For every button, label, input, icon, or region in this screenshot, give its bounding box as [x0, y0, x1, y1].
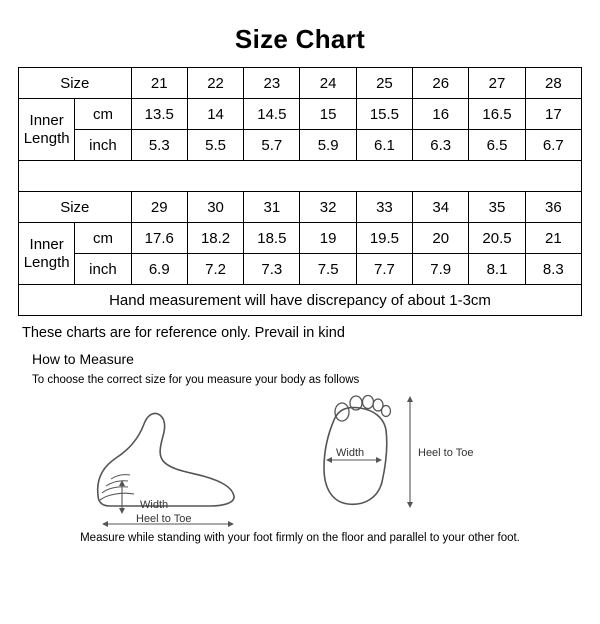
size-cell: 34: [413, 192, 469, 223]
inch-value-cell: 7.7: [356, 254, 412, 285]
size-cell: 29: [131, 192, 187, 223]
size-cell: 30: [187, 192, 243, 223]
table-row-inch-1: [19, 130, 582, 161]
bottom-instruction-note: Measure while standing with your foot firmly on the floor and parallel to your other foot.: [80, 532, 520, 544]
inch-value-cell: 8.3: [525, 254, 581, 285]
inch-value-cell: 6.5: [469, 130, 525, 161]
inch-value-cell: 5.5: [187, 130, 243, 161]
inner-length-header-1: [19, 99, 75, 161]
inner-length-header-line2: Length: [23, 253, 70, 271]
size-cell: 36: [525, 192, 581, 223]
top-view-width-label: Width: [336, 447, 365, 459]
spacer-cell: [19, 161, 582, 192]
table-row-cm-1: [19, 99, 582, 130]
size-label-2: Size: [19, 192, 132, 223]
foot-diagrams-svg: [18, 390, 582, 530]
cm-value-cell: 17.6: [131, 223, 187, 254]
cm-value-cell: 14: [187, 99, 243, 130]
inch-value-cell: 8.1: [469, 254, 525, 285]
table-row-sizes-2: [19, 192, 582, 223]
size-cell: 21: [131, 68, 187, 99]
cm-value-cell: 19.5: [356, 223, 412, 254]
size-cell: 32: [300, 192, 356, 223]
inch-value-cell: 6.3: [413, 130, 469, 161]
table-row-footer-note: [19, 285, 582, 316]
reference-only-text: These charts are for reference only. Prevail in kind: [22, 325, 345, 341]
how-to-measure-heading: How to Measure: [32, 351, 134, 367]
cm-value-cell: 15: [300, 99, 356, 130]
inch-value-cell: 7.9: [413, 254, 469, 285]
size-label-1: Size: [19, 68, 132, 99]
inch-value-cell: 7.2: [187, 254, 243, 285]
inch-value-cell: 5.9: [300, 130, 356, 161]
size-cell: 23: [244, 68, 300, 99]
inner-length-header-line2: Length: [23, 129, 70, 147]
size-cell: 24: [300, 68, 356, 99]
size-cell: 27: [469, 68, 525, 99]
unit-cm-1: cm: [75, 99, 131, 130]
inch-value-cell: 7.5: [300, 254, 356, 285]
top-view-heel-to-toe-arrow: [407, 396, 413, 508]
size-cell: 26: [413, 68, 469, 99]
measurement-figures: [18, 390, 582, 530]
size-cell: 28: [525, 68, 581, 99]
top-view-heel-to-toe-label: Heel to Toe: [418, 447, 474, 459]
side-view-heel-to-toe-label: Heel to Toe: [136, 513, 192, 525]
inch-value-cell: 6.1: [356, 130, 412, 161]
cm-value-cell: 16: [413, 99, 469, 130]
cm-value-cell: 13.5: [131, 99, 187, 130]
how-to-measure-subtext: To choose the correct size for you measure your body as follows: [32, 374, 360, 386]
cm-value-cell: 16.5: [469, 99, 525, 130]
table-row-sizes-1: [19, 68, 582, 99]
inch-value-cell: 5.3: [131, 130, 187, 161]
side-view-width-arrow: [119, 480, 125, 514]
cm-value-cell: 17: [525, 99, 581, 130]
table-spacer-row: [19, 161, 582, 192]
size-cell: 31: [244, 192, 300, 223]
cm-value-cell: 18.2: [187, 223, 243, 254]
inch-value-cell: 5.7: [244, 130, 300, 161]
size-cell: 25: [356, 68, 412, 99]
table-row-inch-2: [19, 254, 582, 285]
cm-value-cell: 20: [413, 223, 469, 254]
cm-value-cell: 21: [525, 223, 581, 254]
inner-length-header-2: [19, 223, 75, 285]
cm-value-cell: 20.5: [469, 223, 525, 254]
size-cell: 35: [469, 192, 525, 223]
inch-value-cell: 6.7: [525, 130, 581, 161]
cm-value-cell: 14.5: [244, 99, 300, 130]
inner-length-header-line1: Inner: [29, 236, 64, 254]
cm-value-cell: 15.5: [356, 99, 412, 130]
page-title: Size Chart: [234, 24, 366, 54]
table-row-cm-2: [19, 223, 582, 254]
inch-value-cell: 6.9: [131, 254, 187, 285]
inner-length-header-line1: Inner: [29, 112, 64, 130]
unit-inch-1: inch: [75, 130, 131, 161]
side-view-width-label: Width: [140, 499, 169, 511]
size-chart-page: [0, 24, 600, 624]
size-cell: 22: [187, 68, 243, 99]
unit-cm-2: cm: [75, 223, 131, 254]
unit-inch-2: inch: [75, 254, 131, 285]
size-cell: 33: [356, 192, 412, 223]
hand-measurement-note: Hand measurement will have discrepancy of about 1-3cm: [19, 285, 582, 316]
size-chart-table-block-1: [18, 67, 582, 316]
cm-value-cell: 19: [300, 223, 356, 254]
cm-value-cell: 18.5: [244, 223, 300, 254]
side-view-foot-icon: [98, 413, 234, 506]
inch-value-cell: 7.3: [244, 254, 300, 285]
